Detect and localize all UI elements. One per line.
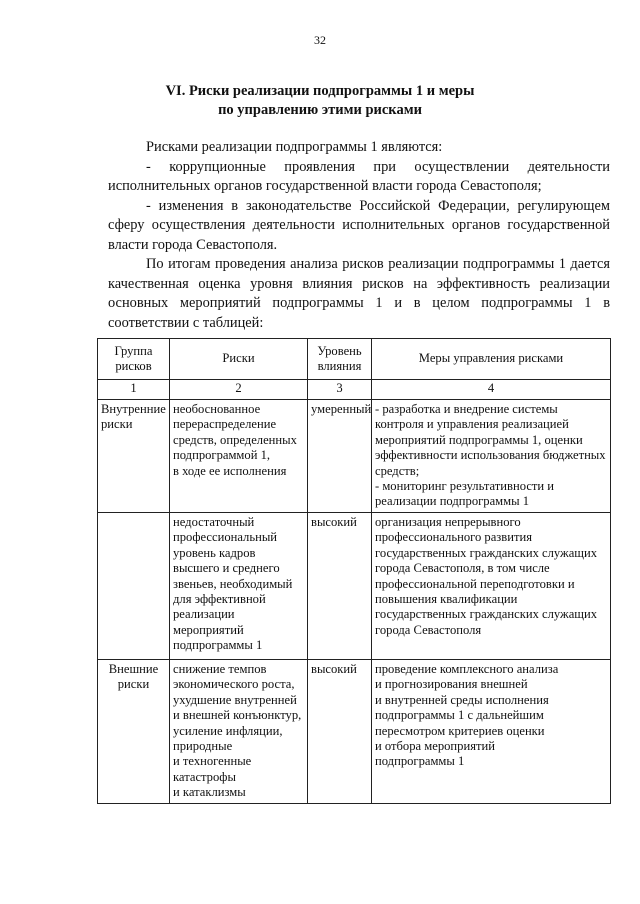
risk-item-1: - коррупционные проявления при осуществлении деятельности исполнительных органов государственной власти города Севастополя;	[108, 158, 610, 194]
level-cell: умеренный	[308, 400, 372, 513]
intro-text	[108, 138, 610, 333]
level-cell: высокий	[308, 660, 372, 804]
column-number: 1	[98, 380, 170, 400]
risk-cell: недостаточный профессиональный уровень кадров высшего и среднего звеньев, необходимый для эффективной реализации мероприятий подпрограммы 1	[170, 513, 308, 660]
measures-cell: проведение комплексного анализа и прогнозирования внешней и внутренней среды исполнения подпрограммы 1 с дальнейшим пересмотром критериев оценки и отбора мероприятий подпрограммы 1	[372, 660, 611, 804]
table-row	[98, 660, 611, 804]
heading-line-1: VI. Риски реализации подпрограммы 1 и меры	[165, 83, 475, 99]
header-risk: Риски	[170, 339, 308, 380]
intro-lead: Рисками реализации подпрограммы 1 являются:	[146, 139, 443, 155]
table-row	[98, 400, 611, 513]
risk-cell: снижение темпов экономического роста, ухудшение внутренней и внешней конъюнктур, усиление инфляции, природные и техногенные катастрофы и катаклизмы	[170, 660, 308, 804]
column-number: 2	[170, 380, 308, 400]
risk-item-2: - изменения в законодательстве Российской Федерации, регулирующем сферу осуществления деятельности исполнительных органов государственной власти города Севастополя.	[108, 197, 610, 253]
risks-table	[97, 338, 611, 804]
column-number: 4	[372, 380, 611, 400]
measures-cell: организация непрерывного профессионального развития государственных гражданских служащих города Севастополя, в том числе профессиональной переподготовки и повышения квалификации государственных гражданских служащих города Севастополя	[372, 513, 611, 660]
level-cell: высокий	[308, 513, 372, 660]
group-cell: Внешние риски	[98, 660, 170, 804]
group-cell: Внутренние риски	[98, 400, 170, 513]
measures-cell: - разработка и внедрение системы контроля и управления реализацией мероприятий подпрограммы 1, оценки эффективности использования бюджетных средств; - мониторинг результативности и реализации подпрограммы 1	[372, 400, 611, 513]
group-cell	[98, 513, 170, 660]
heading-line-2: по управлению этими рисками	[218, 102, 422, 118]
risk-cell: необоснованное перераспределение средств, определенных подпрограммой 1, в ходе ее исполнения	[170, 400, 308, 513]
column-number: 3	[308, 380, 372, 400]
summary-paragraph: По итогам проведения анализа рисков реализации подпрограммы 1 дается качественная оценка уровня влияния рисков на эффективность реализации основных мероприятий подпрограммы 1 и в целом подпрограммы 1 в соответствии с таблицей:	[108, 256, 610, 331]
header-level: Уровень влияния	[308, 339, 372, 380]
column-number-row	[98, 380, 611, 400]
page-number: 32	[314, 33, 326, 47]
table-header-row	[98, 339, 611, 380]
table-row	[98, 513, 611, 660]
header-measures: Меры управления рисками	[372, 339, 611, 380]
header-group: Группа рисков	[98, 339, 170, 380]
section-heading	[0, 82, 640, 120]
